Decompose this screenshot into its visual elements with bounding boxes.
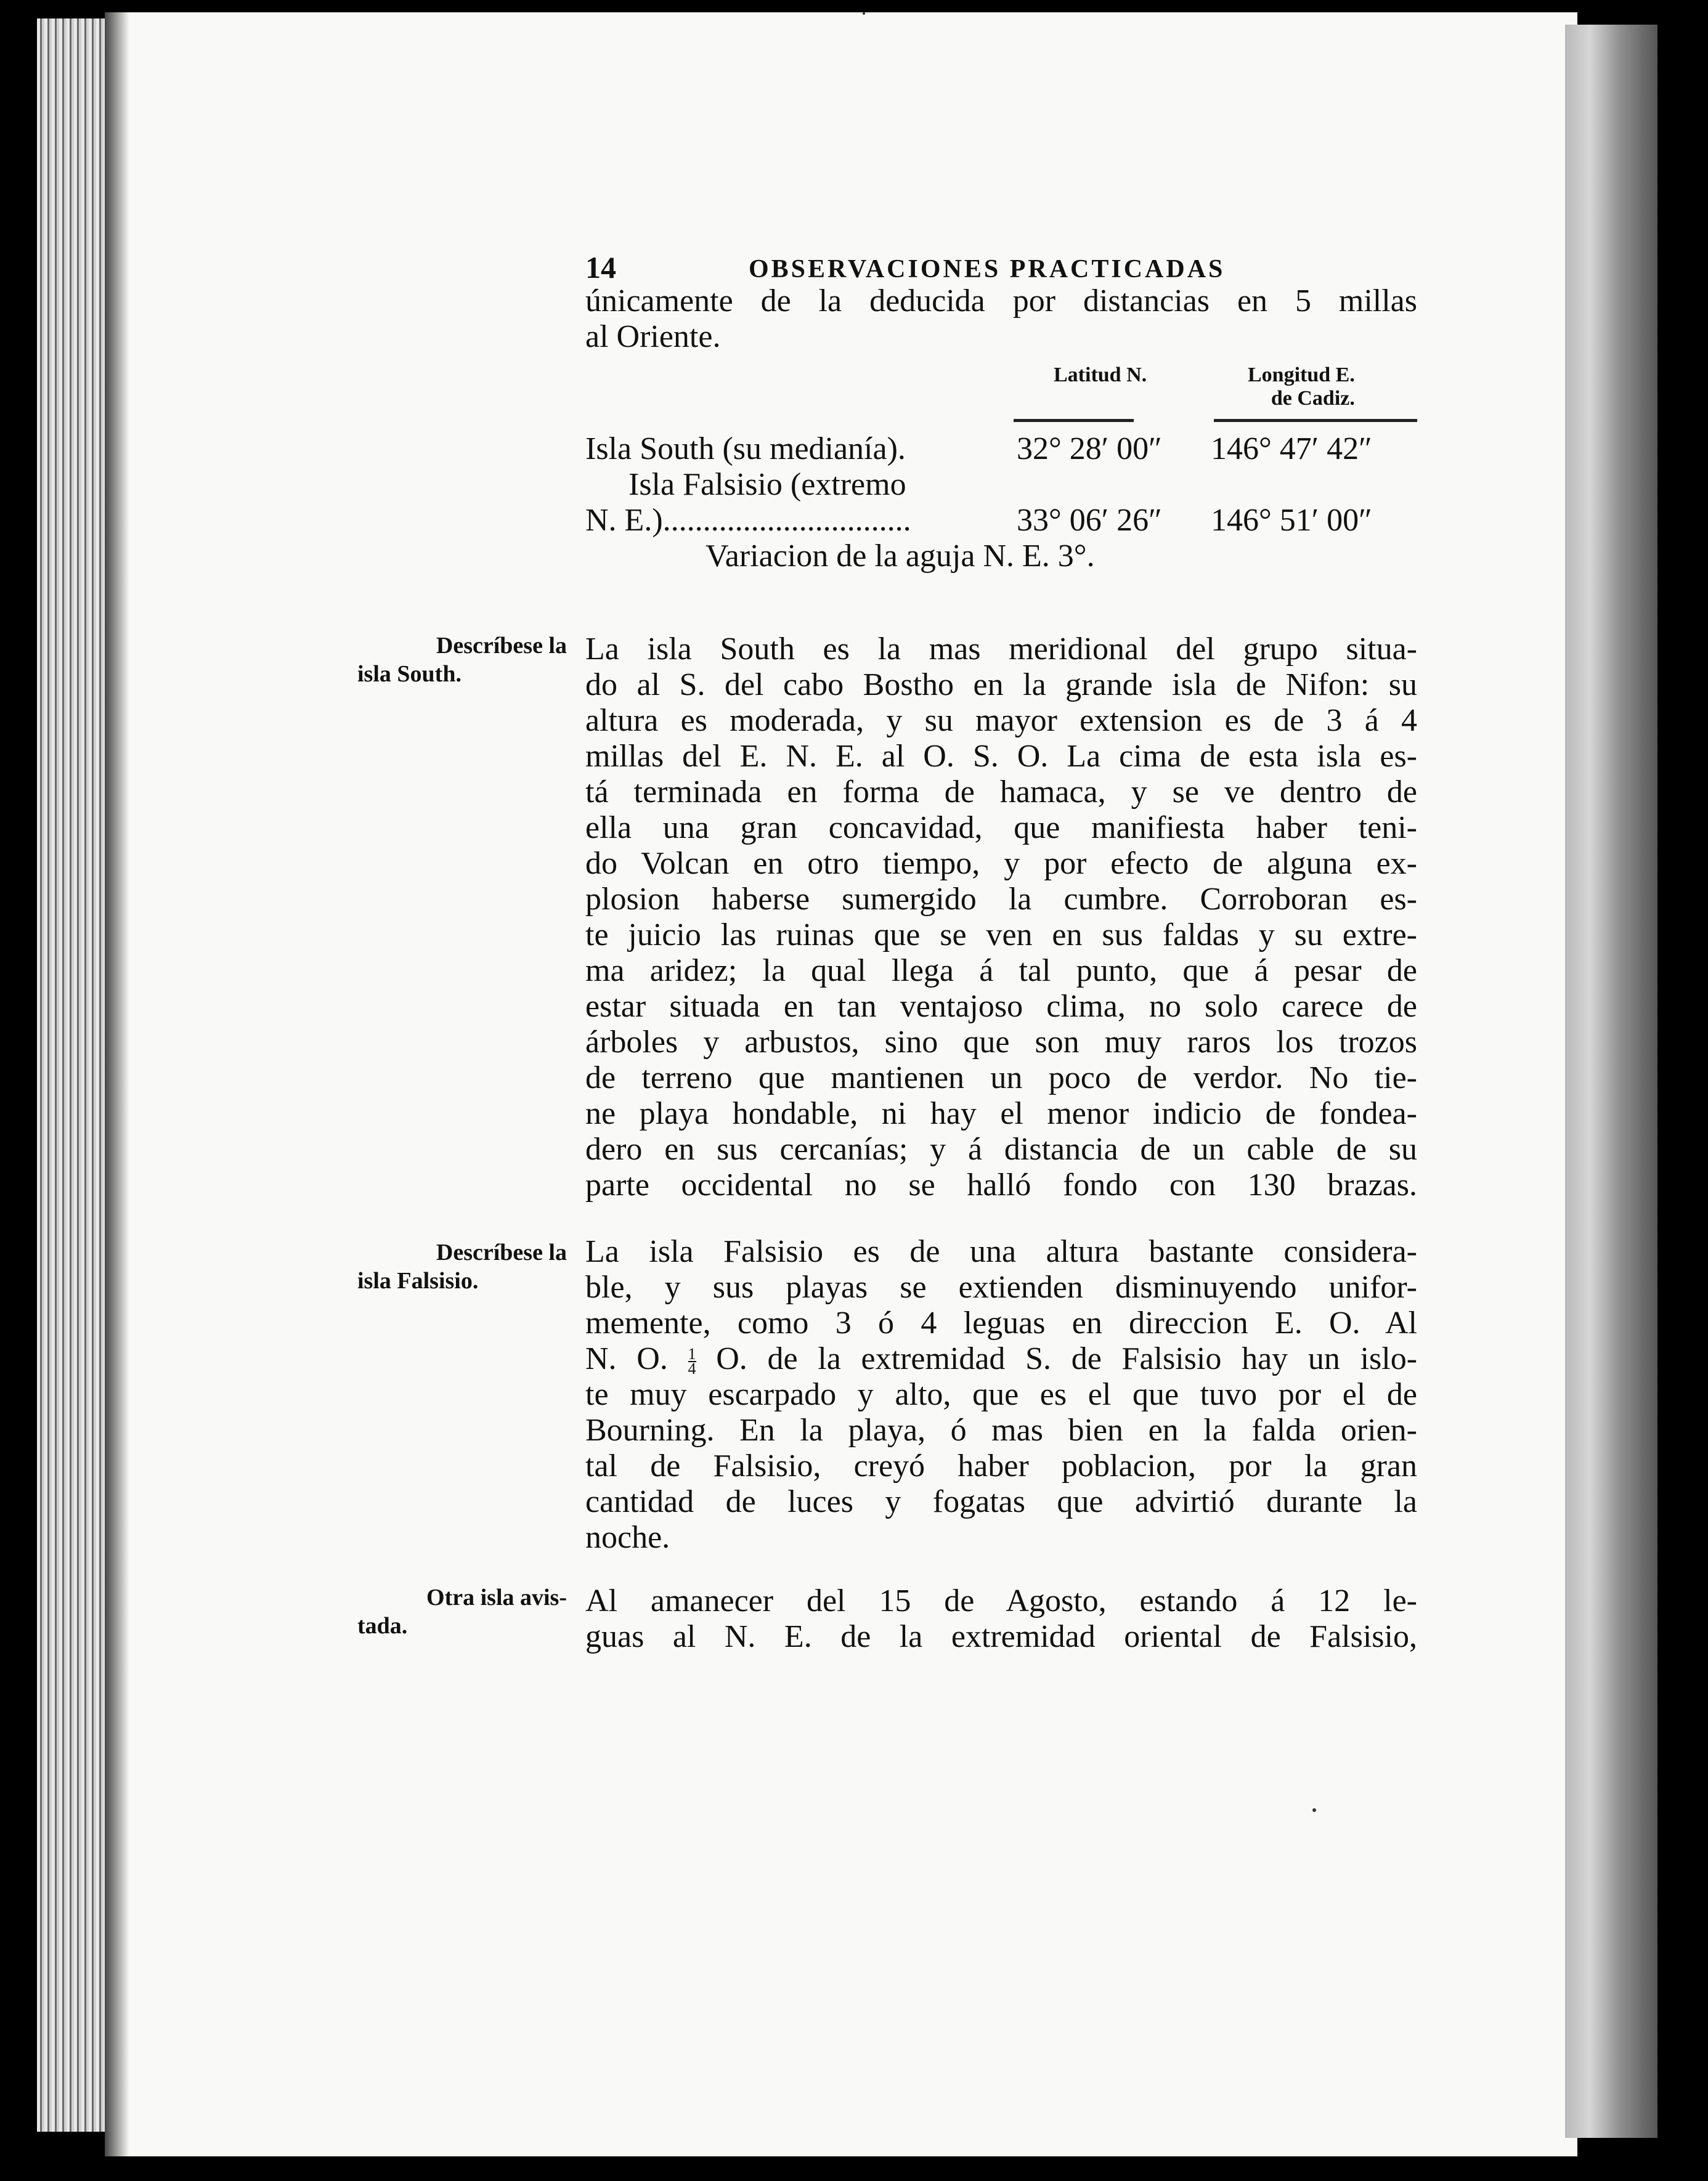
text-line: La isla South es la mas meridional del grupo situa- [585,632,1417,667]
margin-note-line: Descríbese la [436,1240,567,1265]
text-line: únicamente de la deducida por distancias en 5 millas [585,283,1417,319]
text-line: estar situada en tan ventajoso clima, no solo carece de [585,989,1417,1024]
text-line: Al amanecer del 15 de Agosto, estando á 12 le- [585,1583,1417,1618]
ink-speck [1312,1808,1316,1812]
row-latitude: 33° 06′ 26″ [1017,503,1162,538]
paragraph-amanecer [585,1583,1417,1655]
text-line: tal de Falsisio, creyó haber poblacion, por la gran [585,1448,1417,1484]
text-line: ella una gran concavidad, que manifiesta haber teni- [585,810,1417,845]
text-line: tá terminada en forma de hamaca, y se ve dentro de [585,774,1417,810]
intro-text [585,283,1417,355]
fraction-quarter [688,1347,696,1376]
text-line: cantidad de luces y fogatas que advirtió durante la [585,1484,1417,1519]
page-number: 14 [585,250,616,285]
text-line: te juicio las ruinas que se ven en sus faldas y su extre- [585,917,1417,952]
margin-note [357,1238,567,1295]
longitude-header [1248,364,1355,410]
row-label: N. E.)............................... [585,503,911,538]
margin-note [357,632,567,688]
longitude-header-line2: de Cadiz. [1271,387,1355,410]
text-line: guas al N. E. de la extremidad oriental de Falsisio, [585,1619,1417,1654]
table-row [585,538,1417,574]
table-row [585,467,1417,503]
page-edges [37,18,111,2132]
text-line: te muy escarpado y alto, que es el que tuvo por el de [585,1377,1417,1412]
margin-note [357,1583,567,1640]
table-row [585,431,1417,467]
text-line: de terreno que mantienen un poco de verdor. No tie- [585,1060,1417,1095]
text-line: memente, como 3 ó 4 leguas en direccion E. O. Al [585,1306,1417,1341]
text-line: do al S. del cabo Bostho en la grande isla de Nifon: su [585,667,1417,702]
text-line: La isla Falsisio es de una altura bastante considera- [585,1234,1417,1269]
text-line: millas del E. N. E. al O. S. O. La cima de esta isla es- [585,739,1417,774]
paragraph-falsisio [585,1234,1417,1556]
margin-note-line: isla South. [357,661,462,687]
paragraph-south [585,632,1417,1203]
latitude-header: Latitud N. [1054,364,1147,386]
margin-note-line: Descríbese la [436,633,567,659]
row-label: Isla South (su medianía). [585,431,906,466]
text-line: al Oriente. [585,319,721,354]
needle-variation: Variacion de la aguja N. E. 3°. [706,538,1095,574]
text-line: ne playa hondable, ni hay el menor indicio de fondea- [585,1096,1417,1131]
gutter-shadow [105,12,129,2156]
table-row [585,503,1417,538]
text-line: altura es moderada, y su mayor extension es de 3 á 4 [585,703,1417,738]
margin-note-line: tada. [357,1613,408,1639]
text-line: ble, y sus playas se extienden disminuyendo unifor- [585,1270,1417,1305]
text-line [585,1341,1417,1377]
coordinates-table [585,431,1417,574]
text-line: noche. [585,1520,670,1555]
text-line: árboles y arbustos, sino que son muy raros los trozos [585,1025,1417,1060]
text-line: plosion haberse sumergido la cumbre. Corroboran es- [585,882,1417,917]
margin-note-line: Otra isla avis- [426,1585,567,1610]
text-line: ma aridez; la qual llega á tal punto, que á pesar de [585,953,1417,988]
row-longitude: 146° 47′ 42″ [1211,431,1372,466]
margin-note-line: isla Falsisio. [357,1268,479,1294]
fraction-denominator: 4 [688,1360,696,1378]
text-line: parte occidental no se halló fondo con 130 brazas. [585,1168,1417,1203]
coordinates-table-header [585,364,1417,413]
longitude-header-line1: Longitud E. [1248,364,1355,386]
fraction-numerator: 1 [688,1345,696,1363]
text-fragment: N. O. [585,1341,668,1376]
text-fragment: O. de la extremidad S. de Falsisio hay un islo- [716,1341,1418,1376]
row-latitude: 32° 28′ 00″ [1017,431,1162,466]
facing-page-edge [1565,25,1657,2138]
row-label: Isla Falsisio (extremo [628,467,906,502]
table-rule [1014,419,1134,422]
table-rule [1214,419,1417,422]
text-line: do Volcan en otro tiempo, y por efecto de alguna ex- [585,846,1417,881]
ink-speck [863,12,865,15]
row-longitude: 146° 51′ 00″ [1211,503,1372,538]
running-title: OBSERVACIONES PRACTICADAS [749,255,1226,283]
text-line: Bourning. En la playa, ó mas bien en la falda orien- [585,1413,1417,1448]
text-line: dero en sus cercanías; y á distancia de un cable de su [585,1132,1417,1167]
